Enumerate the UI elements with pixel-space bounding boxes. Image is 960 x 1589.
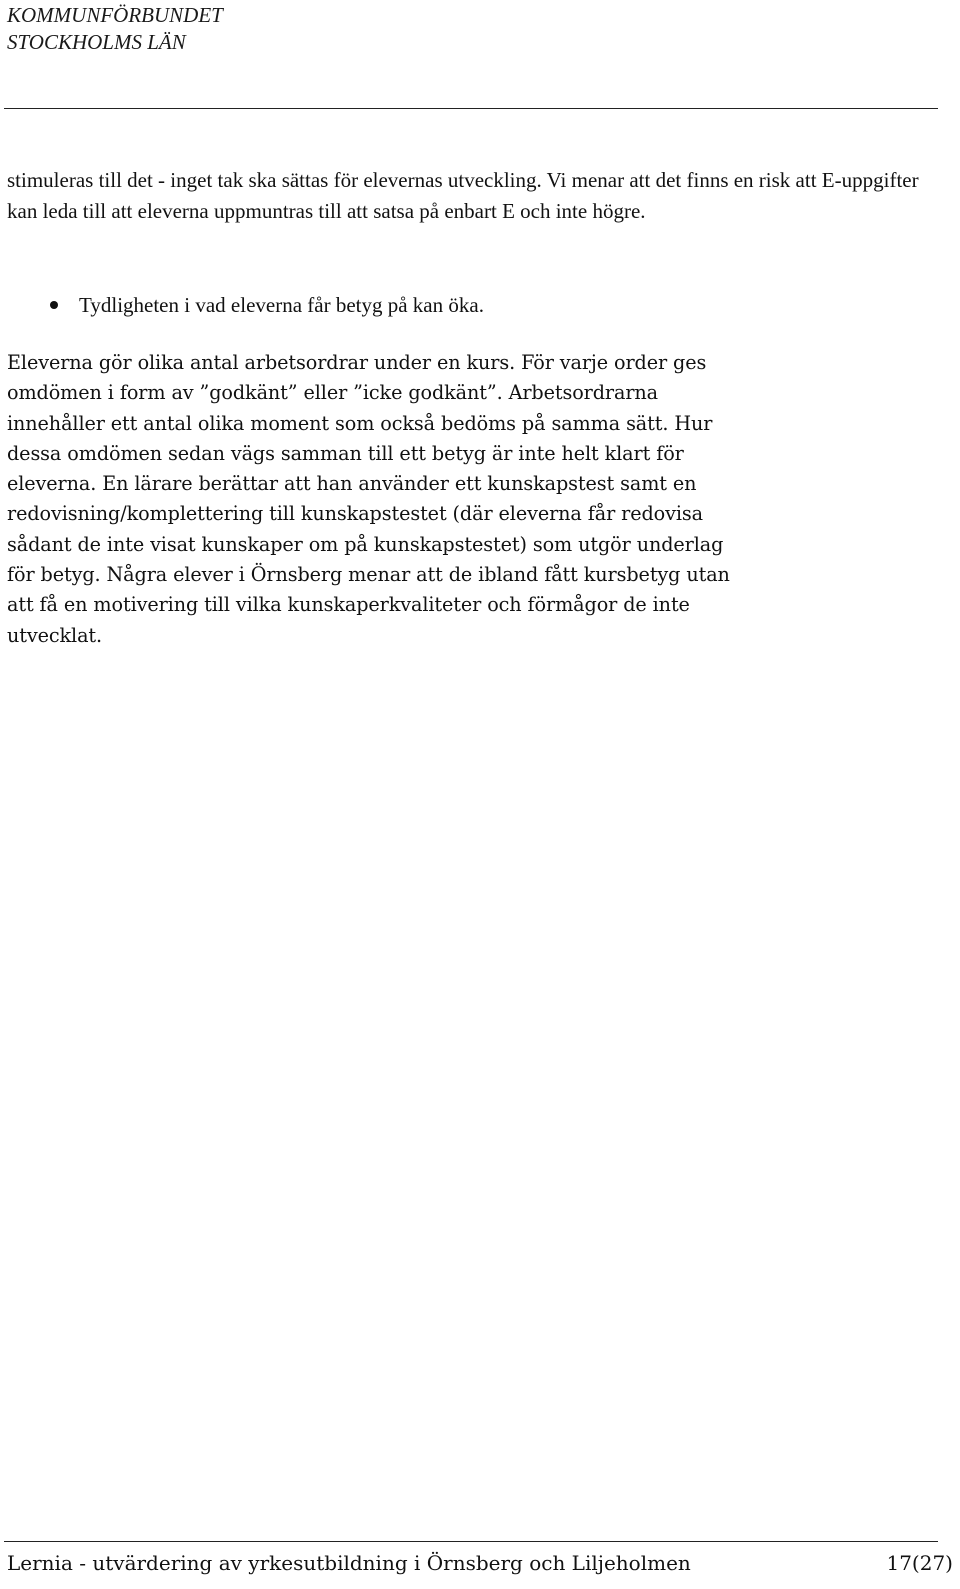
- organization-name-line-1: KOMMUNFÖRBUNDET: [7, 3, 223, 27]
- paragraph-line: dessa omdömen sedan vägs samman till ett betyg är inte helt klart för: [7, 441, 684, 465]
- body-paragraph-2: [7, 348, 947, 651]
- paragraph-line: för betyg. Några elever i Örnsberg menar att de ibland fått kursbetyg utan: [7, 563, 730, 587]
- paragraph-line: Eleverna gör olika antal arbetsordrar under en kurs. För varje order ges: [7, 351, 707, 374]
- paragraph-line: eleverna. En lärare berättar att han använder ett kunskapstest samt en: [7, 472, 697, 496]
- paragraph-line: utvecklat.: [7, 623, 103, 647]
- body-paragraph-1: stimuleras till det - inget tak ska sättas för elevernas utveckling. Vi menar att det finns en risk att E-uppgifter kan leda till att eleverna uppmuntras till att satsa på enbart E och inte högre.: [7, 168, 919, 223]
- header-divider: [4, 108, 938, 109]
- footer-page-number: 17(27): [886, 1551, 953, 1575]
- footer-document-title: Lernia - utvärdering av yrkesutbildning i Örnsberg och Liljeholmen: [7, 1551, 691, 1575]
- document-header: [7, 2, 407, 56]
- paragraph-line: omdömen i form av ”godkänt” eller ”icke godkänt”. Arbetsordrarna: [7, 381, 658, 405]
- bullet-icon: [50, 301, 58, 309]
- footer-divider: [4, 1541, 938, 1542]
- paragraph-line: sådant de inte visat kunskaper om på kunskapstestet) som utgör underlag: [7, 532, 724, 556]
- bullet-text: Tydligheten i vad eleverna får betyg på kan öka.: [79, 293, 484, 317]
- paragraph-line: innehåller ett antal olika moment som också bedöms på samma sätt. Hur: [7, 411, 713, 435]
- organization-name-line-2: STOCKHOLMS LÄN: [7, 30, 186, 54]
- paragraph-line: redovisning/komplettering till kunskapstestet (där eleverna får redovisa: [7, 502, 703, 526]
- paragraph-line: att få en motivering till vilka kunskaperkvaliteter och förmågor de inte: [7, 593, 690, 617]
